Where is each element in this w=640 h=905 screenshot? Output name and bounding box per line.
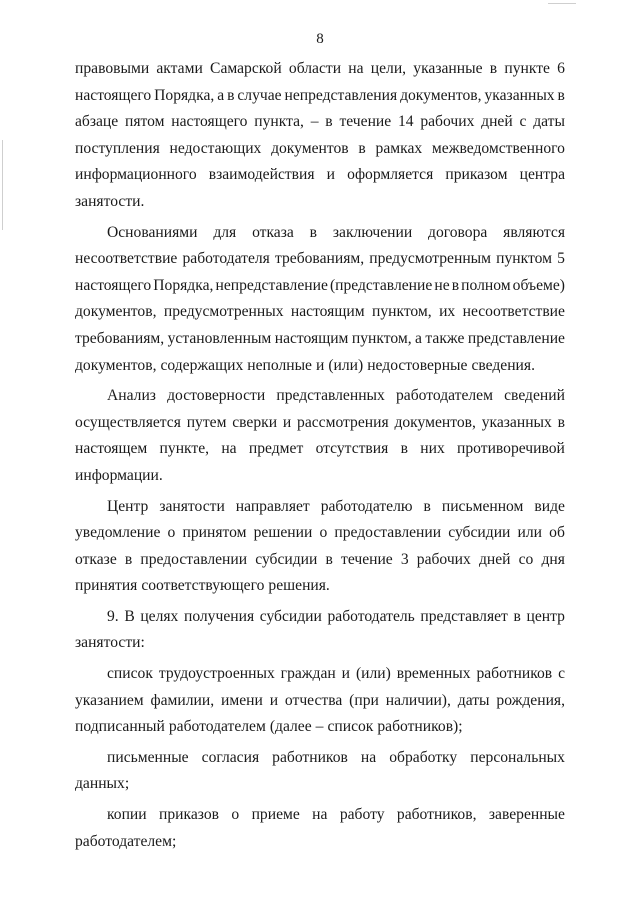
paragraph (75, 220, 565, 384)
text-line: Основаниями для отказа в заключении договора являются (107, 223, 565, 241)
text-line: данных; (75, 775, 130, 793)
text-line: настоящем пункте, на предмет отсутствия в них противоречивой (75, 440, 565, 458)
text-line: поступления недостающих документов в рамках межведомственного (75, 139, 565, 157)
text-line: документов, предусмотренных настоящим пунктом, их несоответствие (75, 303, 565, 321)
text-line: занятости: (75, 634, 145, 652)
paragraph (75, 383, 565, 493)
text-line: подписанный работодателем (далее – список работников); (75, 718, 463, 736)
text-line: настоящего Порядка, а в случае непредставления документов, указанных в (75, 86, 565, 104)
text-line: Центр занятости направляет работодателю в письменном виде (107, 497, 565, 515)
text-line: отказе в предоставлении субсидии в течение 3 рабочих дней со дня (75, 550, 565, 568)
text-line: принятия соответствующего решения. (75, 577, 330, 595)
text-line: занятости. (75, 192, 145, 210)
text-line: абзаце пятом настоящего пункта, – в течение 14 рабочих дней с даты (75, 113, 565, 131)
scan-artifact-left (2, 140, 3, 230)
text-line: указанием фамилии, имени и отчества (при наличии), даты рождения, (75, 691, 565, 709)
text-line: 9. В целях получения субсидии работодатель представляет в центр (107, 607, 565, 625)
paragraph (75, 604, 565, 661)
text-line: список трудоустроенных граждан и (или) временных работников с (107, 665, 565, 683)
text-line: осуществляется путем сверки и рассмотрения документов, указанных в (75, 413, 565, 431)
paragraph (75, 661, 565, 745)
paragraph (75, 56, 565, 220)
text-line: информационного взаимодействия и оформляется приказом центра (75, 166, 565, 184)
text-line: письменные согласия работников на обработку персональных (107, 748, 565, 766)
text-line: уведомление о принятом решении о предоставлении субсидии или об (75, 524, 565, 542)
text-line: документов, содержащих неполные и (или) недостоверные сведения. (75, 356, 535, 374)
text-line: настоящего Порядка, непредставление (представление не в полном объеме) (75, 276, 565, 294)
paragraph (75, 494, 565, 604)
text-line: несоответствие работодателя требованиям, предусмотренным пунктом 5 (75, 250, 565, 268)
text-line: информации. (75, 466, 163, 484)
document-body (75, 56, 565, 855)
scan-artifact-top-right (548, 3, 576, 4)
paragraph (75, 802, 565, 855)
text-line: копии приказов о приеме на работу работников, заверенные (107, 806, 565, 824)
text-line: Анализ достоверности представленных работодателем сведений (107, 387, 565, 405)
text-line: работодателем; (75, 832, 177, 850)
text-line: требованиям, установленным настоящим пунктом, а также представление (75, 329, 565, 347)
paragraph (75, 745, 565, 802)
text-line: правовыми актами Самарской области на цели, указанные в пункте 6 (75, 60, 565, 77)
page-number: 8 (316, 31, 324, 47)
